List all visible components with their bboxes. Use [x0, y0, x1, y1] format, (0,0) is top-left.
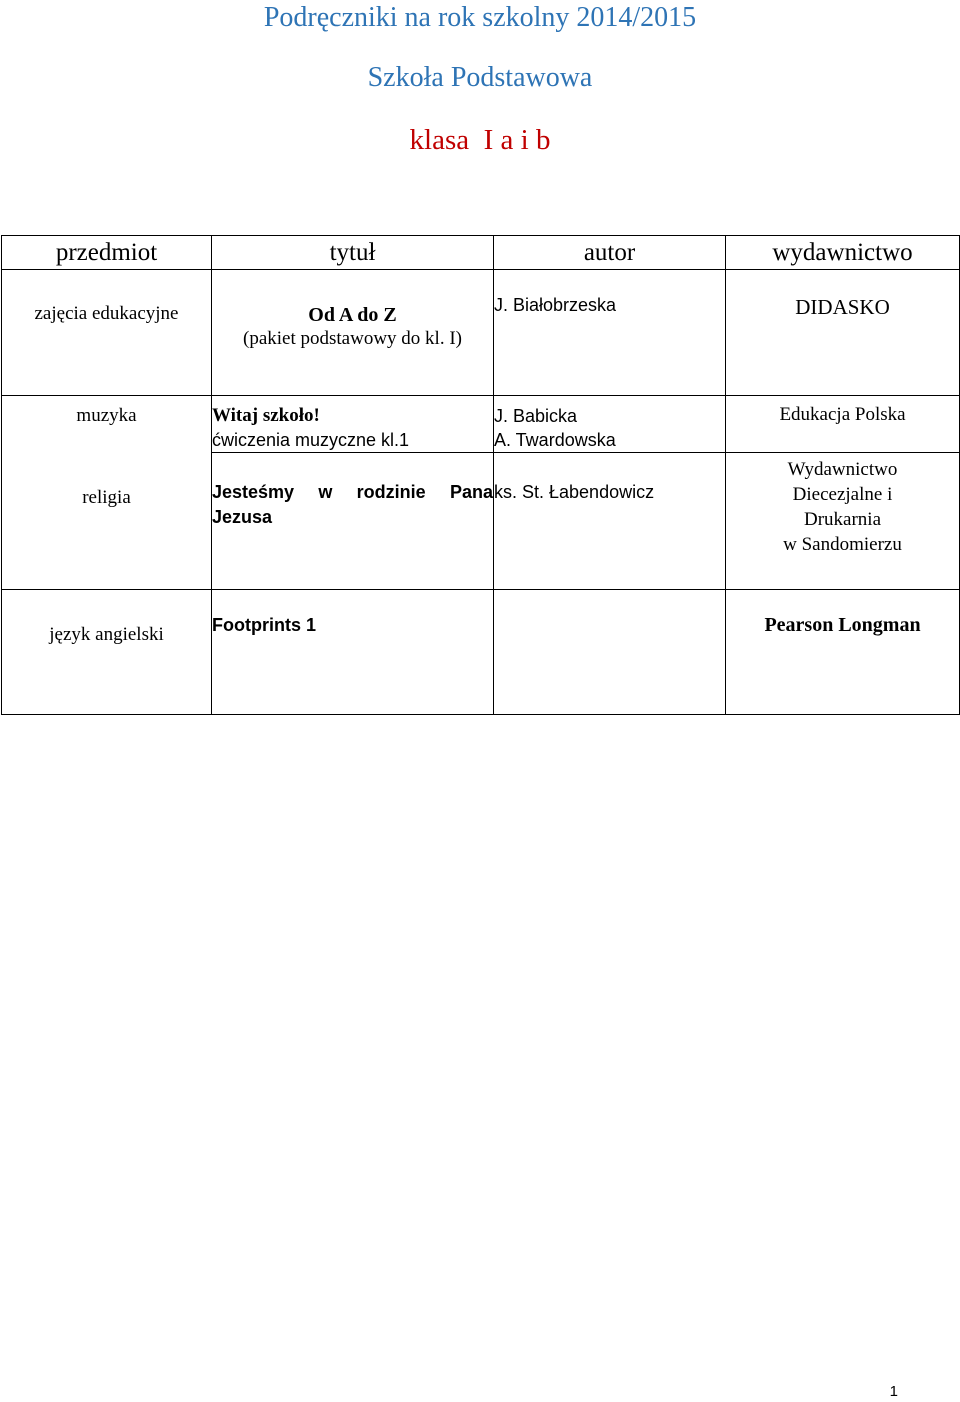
- subject-label: muzyka: [76, 405, 137, 426]
- textbook-table: [1, 235, 960, 715]
- column-header-title: tytuł: [212, 236, 494, 270]
- title-cell: [212, 396, 494, 453]
- book-title: Jesteśmy w rodzinie Pana Jezusa: [212, 482, 493, 527]
- book-subtitle: (pakiet podstawowy do kl. I): [243, 328, 462, 349]
- publisher-cell: [726, 270, 960, 396]
- table-row: [2, 589, 960, 714]
- title-cell: [212, 453, 494, 590]
- publisher-name: DIDASKO: [795, 295, 890, 319]
- publisher-line: Drukarnia: [803, 509, 882, 530]
- publisher-line: Diecezjalne i: [792, 484, 893, 505]
- subject-cell: [2, 270, 212, 396]
- column-header-subject: przedmiot: [2, 236, 212, 270]
- publisher-line: Wydawnictwo: [787, 459, 898, 480]
- title-cell: [212, 270, 494, 396]
- page-number: 1: [889, 1383, 898, 1400]
- subject-label: religia: [82, 486, 131, 508]
- column-header-publisher: wydawnictwo: [726, 236, 960, 270]
- author-cell: [494, 589, 726, 714]
- author-name: A. Twardowska: [494, 430, 616, 450]
- subject-label: zajęcia edukacyjne: [34, 303, 179, 324]
- subject-cell: [2, 453, 212, 590]
- column-header-author: autor: [494, 236, 726, 270]
- class-name: klasa I a i b: [409, 124, 551, 156]
- school-name: Szkoła Podstawowa: [367, 62, 593, 93]
- publisher-cell: [726, 589, 960, 714]
- author-cell: [494, 453, 726, 590]
- table-row: [2, 270, 960, 396]
- author-cell: [494, 396, 726, 453]
- table-header-row: [2, 236, 960, 270]
- subject-cell: [2, 396, 212, 453]
- title-cell: [212, 589, 494, 714]
- publisher-cell: [726, 453, 960, 590]
- author-name: J. Babicka: [494, 406, 578, 426]
- author-name: J. Białobrzeska: [494, 295, 617, 315]
- publisher-line: w Sandomierzu: [783, 534, 902, 555]
- publisher-name: Pearson Longman: [764, 613, 921, 636]
- subject-cell: [2, 589, 212, 714]
- table-row: [2, 453, 960, 590]
- book-subtitle: ćwiczenia muzyczne kl.1: [212, 430, 410, 450]
- subject-label: język angielski: [49, 623, 164, 645]
- publisher-cell: [726, 396, 960, 453]
- publisher-name: Edukacja Polska: [779, 404, 906, 425]
- table-row: [2, 396, 960, 453]
- document-title: Podręczniki na rok szkolny 2014/2015: [263, 2, 697, 33]
- book-title: Footprints 1: [212, 614, 316, 635]
- author-name: ks. St. Łabendowicz: [494, 482, 655, 502]
- author-cell: [494, 270, 726, 396]
- book-title: Witaj szkoło!: [212, 405, 320, 426]
- book-title: Od A do Z: [308, 304, 397, 326]
